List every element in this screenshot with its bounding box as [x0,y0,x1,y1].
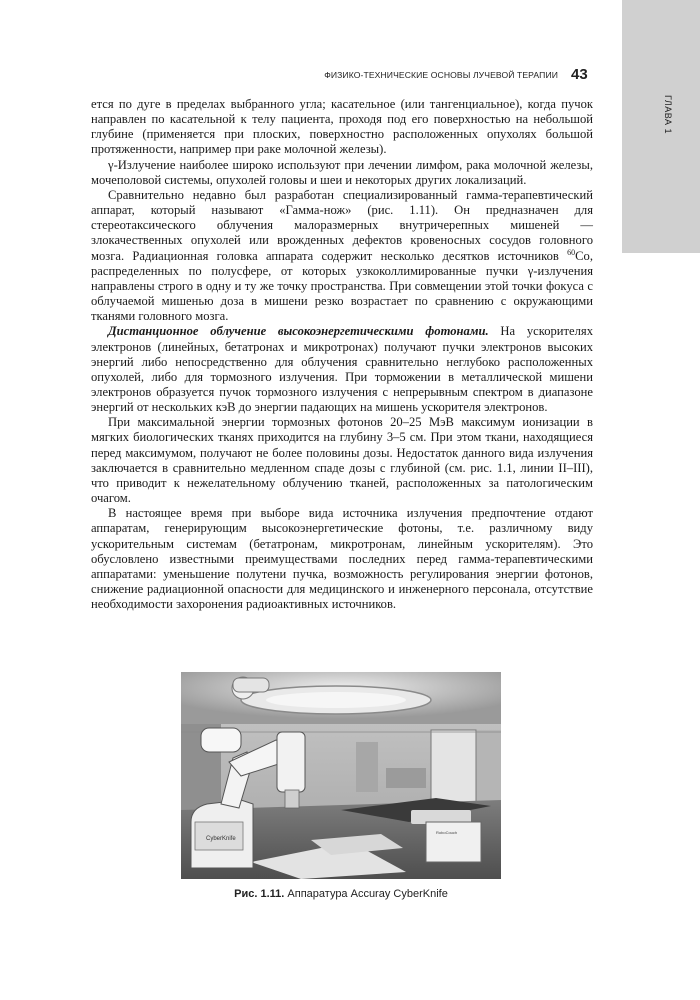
isotope-superscript: 60 [567,247,576,257]
running-head: ФИЗИКО-ТЕХНИЧЕСКИЕ ОСНОВЫ ЛУЧЕВОЙ ТЕРАПИИ [324,70,558,80]
paragraph: ется по дуге в пределах выбранного угла; касательное (или тангенциальное), когда пучок направлен по касательной к телу пациента, проходя под его поверхностью на небольшой глубине (применяется при плоских, поверхностно расположенных опухолях большой протяженности, например при раке молочной железы). [91,97,593,157]
body-text [91,97,593,612]
chapter-tab-label: ГЛАВА 1 [663,95,673,134]
paragraph: При максимальной энергии тормозных фотонов 20–25 МэВ максимум ионизации в мягких биологических тканях приходится на глубину 3–5 см. При этом ткани, находящиеся перед максимумом, получают не более половины дозы. Недостаток данного вида излучения заключается в сравнительно медленном спаде дозы с глубиной (см. рис. 1.1, линии II–III), что приводит к нежелательному облучению тканей, расположенных за патологическим очагом. [91,415,593,506]
page-number: 43 [571,66,588,83]
paragraph-text: Co, распределенных по полусфере, от которых узкоколлимированные пучки γ-излучения направлены строго в одну и ту же точку пространства. При совмещении этой точки фокуса с облучаемой мишенью доза в мишени резко возрастает по сравнению с окружающими тканями головного мозга. [91,248,593,324]
paragraph-text: Сравнительно недавно был разработан специализированный гамма-терапевтический аппарат, который называют «Гамма-нож» (рис. 1.11). Он предназначен для стереотаксического облучения малоразмерных внутричерепных мишеней — злокачественных опухолей или врожденных дефектов кровеносных сосудов головного мозга. Радиационная головка аппарата содержит несколько десятков источников [91,187,593,263]
figure-label: Рис. 1.11. [234,888,285,900]
section-heading: Дистанционное облучение высокоэнергетическими фотонами. [108,324,489,339]
paragraph: В настоящее время при выборе вида источника излучения предпочтение отдают аппаратам, генерирующим высокоэнергетические фотоны, т.е. различному виду ускорительным системам (бетатронам, микротронам, линейным ускорителям). Это обусловлено известными преимуществами последних перед гамма-терапевтическими аппаратами: уменьшение полутени пучка, возможность регулирования энергии фотонов, снижение радиационной опасности для медицинского и инженерного персонала, отсутствие необходимости захоронения радиоактивных источников. [91,506,593,612]
figure-caption [181,888,501,900]
couch-brand-label: RoboCouch [436,830,458,835]
paragraph [91,188,593,324]
cyberknife-photo [181,672,501,879]
paragraph-text: На ускорителях электронов (линейных, бетатронах и микротронах) получают пучки электронов высоких энергий либо непосредственно для облучения сравнительно неглубоко расположенных опухолей, либо для тормозного излучения. При торможении в металлической мишени электронов образуется пучок тормозного излучения с непрерывным спектром в диапазоне энергий от нескольких кэВ до энергии падающих на мишень ускорителя электронов. [91,324,593,415]
figure-caption-text: Аппаратура Accuray CyberKnife [284,888,448,900]
robot-brand-label: CyberKnife [206,836,236,842]
paragraph: γ-Излучение наиболее широко используют при лечении лимфом, рака молочной железы, мочеполовой системы, опухолей головы и шеи и некоторых других локализаций. [91,157,593,187]
paragraph [91,324,593,415]
